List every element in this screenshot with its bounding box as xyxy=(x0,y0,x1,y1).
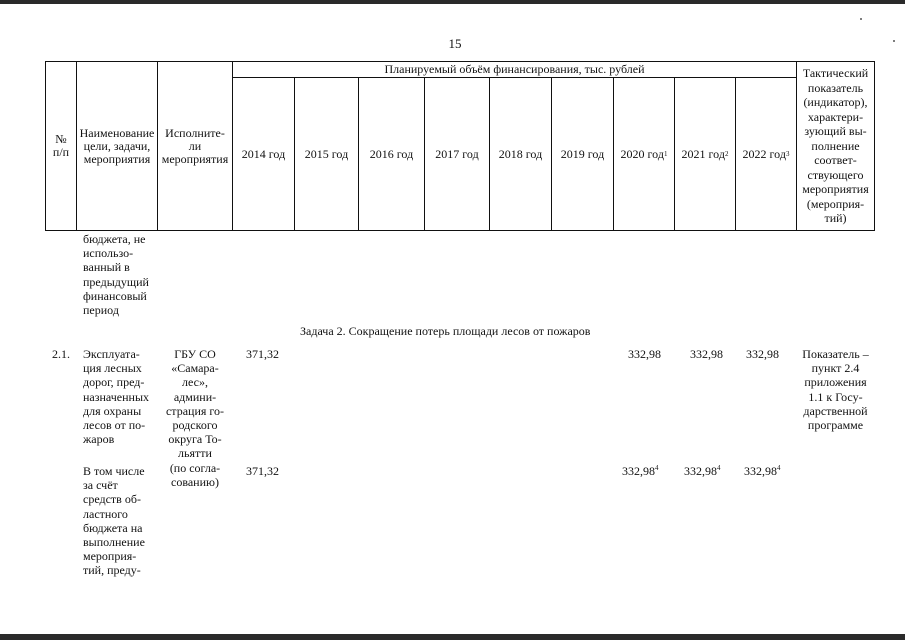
header-name-col: Наименование цели, задачи, мероприятия xyxy=(79,125,155,166)
header-year-2018: 2018 год xyxy=(498,146,543,161)
scan-speck xyxy=(860,18,862,20)
row-including-value-2022: 332,98$^4$ xyxy=(744,464,781,478)
header-year-2017: 2017 год xyxy=(435,146,479,161)
row-including-name: В том числе за счёт средств об- ластного бюджета на выполнение мероприя- тий, преду- xyxy=(83,464,145,578)
row-2-1-value-2022: 332,98 xyxy=(746,347,779,361)
row-2-1-name: Эксплуата- ция лесных дорог, пред- назначенных для охраны лесов от по- жаров xyxy=(83,347,150,447)
scan-edge-bottom xyxy=(0,634,905,640)
row-2-1-value-2020: 332,98 xyxy=(628,347,661,361)
task-title: Задача 2. Сокращение потерь площади лесов от пожаров xyxy=(300,324,591,338)
row-including-value-2021: 332,98$^4$ xyxy=(684,464,721,478)
header-executor-col: Исполните- ли мероприятия xyxy=(161,125,229,166)
row-including-value-2020: 332,98$^4$ xyxy=(622,464,659,478)
scan-edge-top xyxy=(0,0,905,4)
header-year-2016: 2016 год xyxy=(369,146,414,161)
header-year-2020: 2020 год 1 xyxy=(620,146,668,161)
header-year-2014: 2014 год xyxy=(241,146,286,161)
row-including-value-2014: 371,32 xyxy=(246,464,279,478)
row-2-1-value-2014: 371,32 xyxy=(246,347,279,361)
scan-speck xyxy=(893,40,895,42)
carryover-text: бюджета, не использо- ванный в предыдущий финансовый период xyxy=(83,232,149,318)
header-indicator-col: Тактический показатель (индикатор), характери- зующий вы- полнение соответ- ствующего мероприятия (мероприя- тий) xyxy=(802,66,869,226)
header-year-2021: 2021 год 2 xyxy=(681,146,729,161)
page-number: 15 xyxy=(448,36,462,51)
header-num-col: № п/п xyxy=(52,132,70,159)
row-2-1-indicator: Показатель – пункт 2.4 приложения 1.1 к Госу- дарственной программе xyxy=(802,347,869,433)
header-year-2022: 2022 год 3 xyxy=(742,146,790,161)
row-2-1-value-2021: 332,98 xyxy=(690,347,723,361)
header-year-2019: 2019 год xyxy=(560,146,605,161)
row-2-1-executor: ГБУ СО «Самара- лес», админи- страция го- родского округа То- льятти (по согла- сованию) xyxy=(165,347,225,489)
header-year-2015: 2015 год xyxy=(304,146,349,161)
row-number: 2.1. xyxy=(52,347,70,361)
header-financing-title: Планируемый объём финансирования, тыс. рублей xyxy=(384,62,645,76)
